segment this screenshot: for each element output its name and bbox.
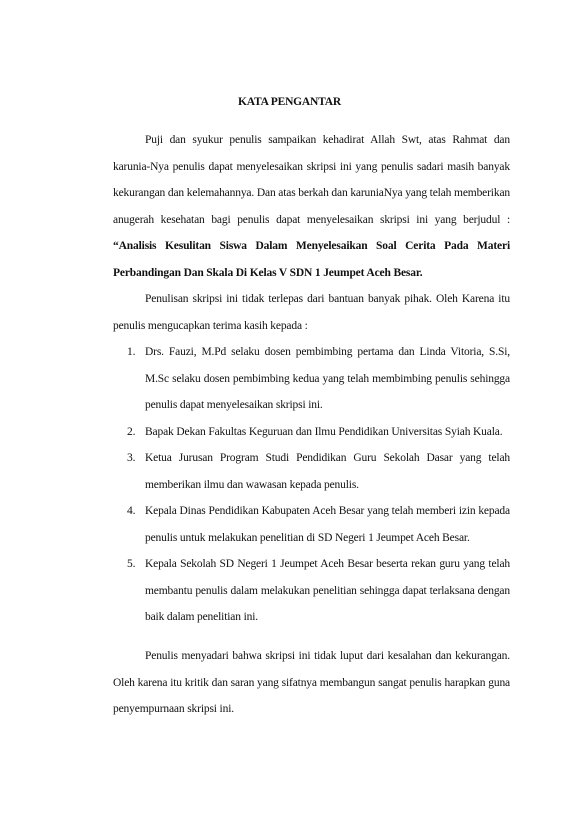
list-item	[113, 339, 510, 419]
list-item	[113, 419, 510, 446]
list-item-number: 5.	[127, 558, 136, 570]
list-item-text: Drs. Fauzi, M.Pd selaku dosen pembimbing pertama dan Linda Vitoria, S.Si, M.Sc selaku dosen pembimbing kedua yang telah membimbing penulis sehingga penulis dapat menyelesaikan skripsi ini.	[145, 346, 510, 411]
list-item-number: 3.	[127, 452, 136, 464]
paragraph-opening	[113, 127, 510, 286]
list-item	[113, 445, 510, 498]
list-item-text: Ketua Jurusan Program Studi Pendidikan Guru Sekolah Dasar yang telah memberikan ilmu dan wawasan kepada penulis.	[145, 452, 510, 491]
thesis-title: “Analisis Kesulitan Siswa Dalam Menyelesaikan Soal Cerita Pada Materi Perbandingan Dan Skala Di Kelas V SDN 1 Jeumpet Aceh Besar.	[113, 240, 510, 279]
paragraph-closing-text: Penulis menyadari bahwa skripsi ini tidak luput dari kesalahan dan kekurangan. Oleh karena itu kritik dan saran yang sifatnya membangun sangat penulis harapkan guna penyempurnaan skripsi ini.	[113, 650, 510, 715]
list-item-number: 1.	[127, 346, 136, 358]
paragraph-acknowledgement-intro-text: Penulisan skripsi ini tidak terlepas dari bantuan banyak pihak. Oleh Karena itu penulis mengucapkan terima kasih kepada :	[113, 293, 510, 332]
page-title: KATA PENGANTAR	[238, 96, 341, 108]
paragraph-closing	[113, 643, 510, 723]
list-item	[113, 498, 510, 551]
list-item-text: Bapak Dekan Fakultas Keguruan dan Ilmu Pendidikan Universitas Syiah Kuala.	[145, 425, 503, 438]
acknowledgement-list	[113, 339, 510, 631]
paragraph-opening-text: Puji dan syukur penulis sampaikan kehadirat Allah Swt, atas Rahmat dan karunia-Nya penulis dapat menyelesaikan skripsi ini yang penulis sadari masih banyak kekurangan dan kelemahannya. Dan atas berkah dan karuniaNya yang telah memberikan anugerah kesehatan bagi penulis dapat menyelesaikan skripsi ini yang berjudul :	[113, 134, 510, 226]
list-item-text: Kepala Sekolah SD Negeri 1 Jeumpet Aceh Besar beserta rekan guru yang telah membantu penulis dalam melakukan penelitian sehingga dapat terlaksana dengan baik dalam penelitian ini.	[145, 558, 510, 623]
list-item-text: Kepala Dinas Pendidikan Kabupaten Aceh Besar yang telah memberi izin kepada penulis untuk melakukan penelitian di SD Negeri 1 Jeumpet Aceh Besar.	[145, 505, 510, 544]
paragraph-acknowledgement-intro	[113, 286, 510, 339]
list-item-number: 4.	[127, 505, 136, 517]
list-item-number: 2.	[127, 425, 136, 438]
list-item	[113, 551, 510, 631]
